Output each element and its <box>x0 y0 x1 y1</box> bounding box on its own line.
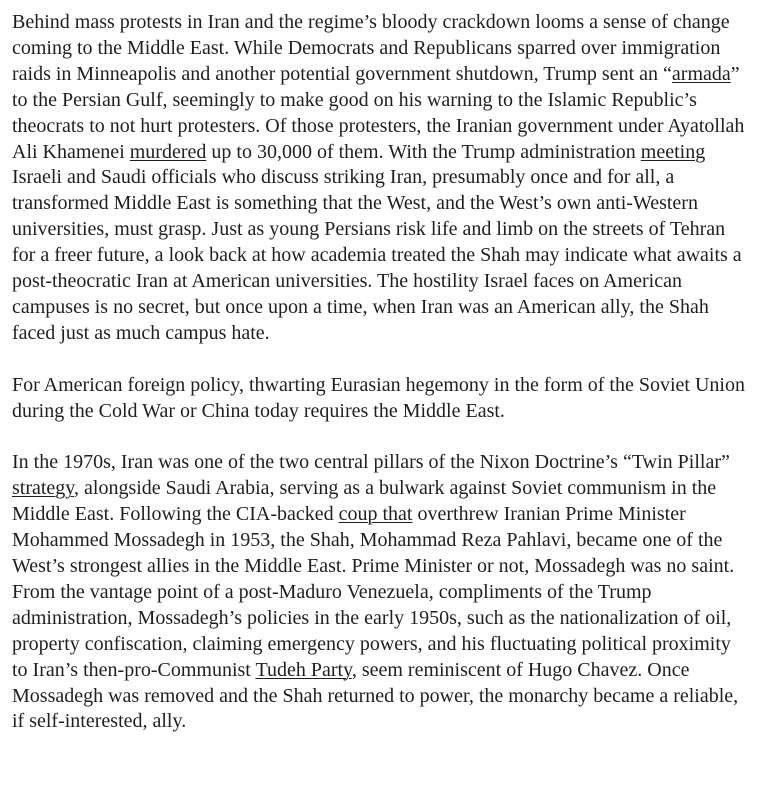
paragraph-1 <box>12 10 747 347</box>
link-murdered[interactable]: murdered <box>129 140 207 163</box>
text-run: Israeli and Saudi officials who discuss striking Iran, presumably once and for all, a transformed Middle East is something that the West, and the West’s own anti-Western universities, must grasp. Just as young Persians risk life and limb on the streets of Tehran for a freer future, a look back at how academia treated the Shah may indicate what awaits a post-theocratic Iran at American universities. The hostility Israel faces on American campuses is no secret, but once upon a time, when Iran was an American ally, the Shah faced just as much campus hate. <box>12 166 742 344</box>
text-run: In the 1970s, Iran was one of the two central pillars of the Nixon Doctrine’s “Twin Pillar” <box>12 451 730 474</box>
paragraph-3 <box>12 450 747 735</box>
text-run: Behind mass protests in Iran and the regime’s bloody crackdown looms a sense of change coming to the Middle East. While Democrats and Republicans sparred over immigration raids in Minneapolis and another potential government shutdown, Trump sent an “ <box>12 11 730 85</box>
text-run: overthrew Iranian Prime Minister Mohammed Mossadegh in 1953, the Shah, Mohammad Reza Pahlavi, became one of the West’s strongest allies in the Middle East. Prime Minister or not, Mossadegh was no saint. From the vantage point of a post-Maduro Venezuela, compliments of the Trump administration, Mossadegh’s policies in the early 1950s, such as the nationalization of oil, property confiscation, claiming emergency powers, and his fluctuating political proximity to Iran’s then-pro-Communist <box>12 503 735 681</box>
paragraph-2 <box>12 373 747 425</box>
link-tudeh-party[interactable]: Tudeh Party <box>255 658 352 681</box>
text-run: For American foreign policy, thwarting Eurasian hegemony in the form of the Soviet Union during the Cold War or China today requires the Middle East. <box>12 373 745 422</box>
text-run: ” to the Persian Gulf, seemingly to make good on his warning to the Islamic Republic’s theocrats to not hurt protesters. Of those protesters, the Iranian government under Ayatollah Ali Khamenei <box>12 62 745 163</box>
link-coup-that[interactable]: coup that <box>338 503 413 526</box>
link-strategy[interactable]: strategy <box>12 477 75 500</box>
text-run: up to 30,000 of them. With the Trump administration <box>206 140 641 163</box>
text-run: , alongside Saudi Arabia, serving as a bulwark against Soviet communism in the Middle East. Following the CIA-backed <box>12 477 717 526</box>
link-armada[interactable]: armada <box>671 62 731 85</box>
text-run: , seem reminiscent of Hugo Chavez. Once Mossadegh was removed and the Shah returned to power, the monarchy became a reliable, if self-interested, ally. <box>12 658 739 733</box>
link-meeting[interactable]: meeting <box>640 140 706 163</box>
